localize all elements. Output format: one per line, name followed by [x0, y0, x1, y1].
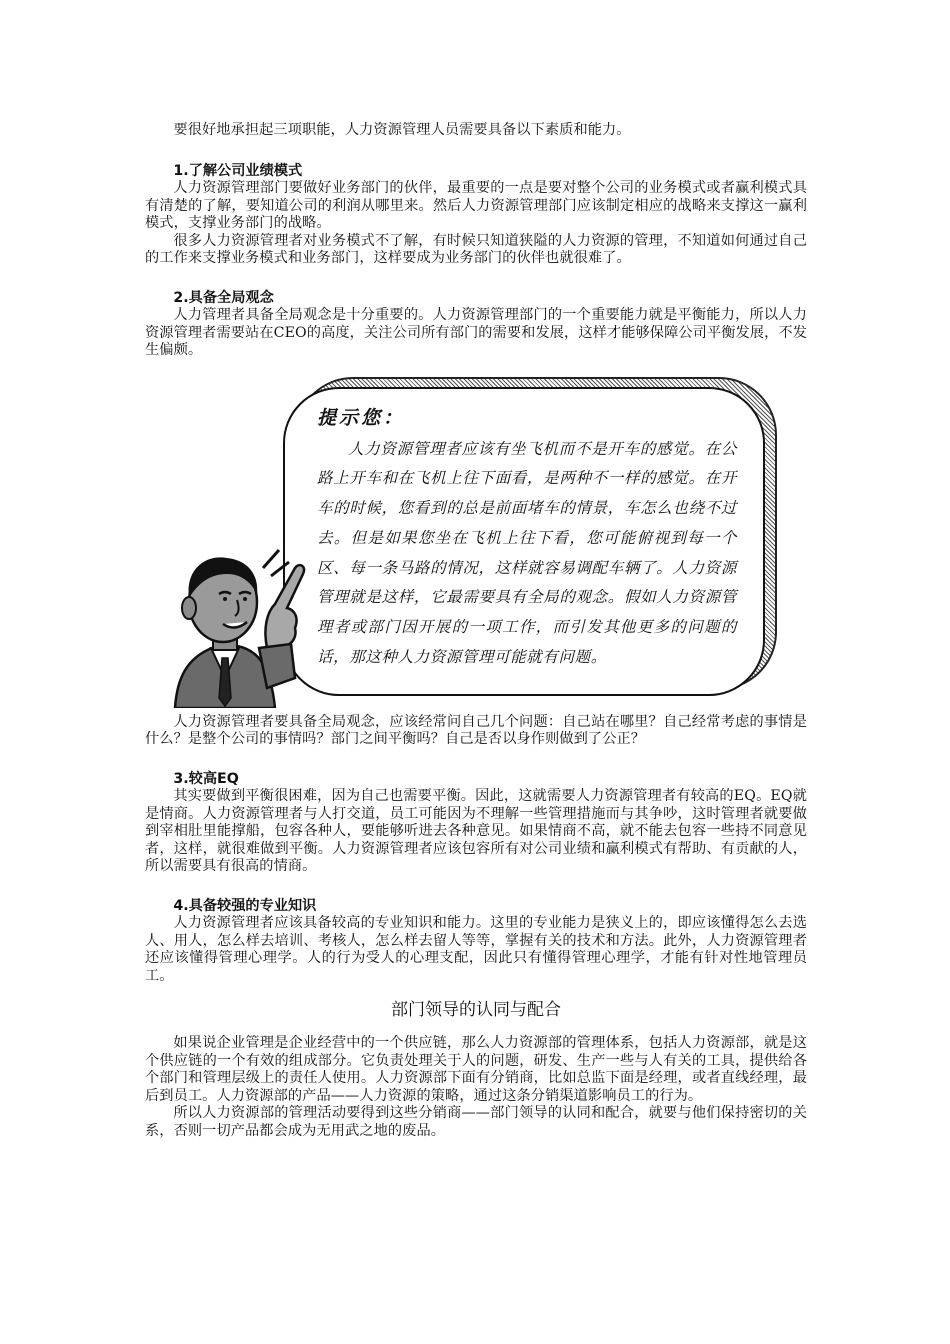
callout-text: 人力资源管理者应该有坐飞机而不是开车的感觉。在公路上开车和在飞机上往下面看，是两种不一样的感觉。在开车的时候，您看到的总是前面堵车的情景，车怎么也绕不过去。但是如果您坐在飞机上往下看，您可能俯视到每一个区、每一条马路的情况，这样就容易调配车辆了。人力资源管理就是这样，它最需要具有全局的观念。假如人力资源管理者或部门因开展的一项工作，而引发其他更多的问题的话，那这种人力资源管理可能就有问题。 [317, 439, 737, 667]
intro-paragraph: 要很好地承担起三项职能，人力资源管理人员需要具备以下素质和能力。 [173, 122, 631, 138]
pointing-man-illustration [167, 528, 317, 708]
section-2-heading: 2.具备全局观念 [173, 289, 274, 306]
callout-title: 提示您： [317, 406, 406, 429]
section-1-paragraph-2: 很多人力资源管理者对业务模式不了解，有时候只知道狭隘的人力资源的管理，不知道如何通过自己的工作来支撑业务模式和业务部门，这样要成为业务部门的伙伴也就很难了。 [145, 232, 807, 266]
closing-paragraph-2: 所以人力资源部的管理活动要得到这些分销商——部门领导的认同和配合，就要与他们保持密切的关系，否则一切产品都会成为无用武之地的废品。 [145, 1105, 807, 1139]
section-2-paragraph-2: 人力资源管理者要具备全局观念，应该经常问自己几个问题：自己站在哪里？自己经常考虑的事情是什么？是整个公司的事情吗？部门之间平衡吗？自己是否以身作则做到了公正？ [145, 713, 807, 747]
subsection-title: 部门领导的认同与配合 [391, 1000, 561, 1020]
document-page [145, 122, 807, 1140]
section-4-paragraph-1: 人力资源管理者应该具备较高的专业知识和能力。这里的专业能力是狭义上的，即应该懂得怎么去选人、用人，怎么样去培训、考核人，怎么样去留人等等，掌握有关的技术和方法。此外，人力资源管理者还应该懂得管理心理学。人的行为受人的心理支配，因此只有懂得管理心理学，才能有针对性地管理员工。 [145, 915, 807, 984]
section-4 [145, 898, 807, 986]
section-3-paragraph-1: 其实要做到平衡很困难，因为自己也需要平衡。因此，这就需要人力资源管理者有较高的EQ。EQ就是情商。人力资源管理者与人打交道，员工可能因为不理解一些管理措施而与其争吵，这时管理者就要做到宰相肚里能撑船，包容各种人，要能够听进去各种意见。如果情商不高，就不能去包容一些持不同意见者，这样，就很难做到平衡。人力资源管理者应该包容所有对公司业绩和赢利模式有帮助、有贡献的人，所以需要具有很高的情商。 [145, 788, 807, 874]
section-3 [145, 771, 807, 876]
tip-callout [145, 373, 807, 708]
section-3-heading: 3.较高EQ [173, 770, 239, 787]
section-2-paragraph-1: 人力管理者具备全局观念是十分重要的。人力资源管理部门的一个重要能力就是平衡能力，所以人力资源管理者需要站在CEO的高度，关注公司所有部门的需要和发展，这样才能够保障公司平衡发展，不发生偏颇。 [145, 307, 807, 358]
closing-paragraph-1: 如果说企业管理是企业经营中的一个供应链，那么人力资源部的管理体系，包括人力资源部，就是这个供应链的一个有效的组成部分。它负责处理关于人的问题，研发、生产一些与人有关的工具，提供给各个部门和管理层级上的责任人使用。人力资源部下面有分销商，比如总监下面是经理，或者直线经理，最后到员工。人力资源部的产品——人力资源的策略，通过这条分销渠道影响员工的行为。 [145, 1035, 807, 1104]
section-4-heading: 4.具备较强的专业知识 [173, 897, 317, 914]
section-1-paragraph-1: 人力资源管理部门要做好业务部门的伙伴，最重要的一点是要对整个公司的业务模式或者赢利模式具有清楚的了解，要知道公司的利润从哪里来。然后人力资源管理部门应该制定相应的战略来支撑这一赢利模式，支撑业务部门的战略。 [145, 180, 807, 231]
section-1 [145, 163, 807, 268]
section-1-heading: 1.了解公司业绩模式 [173, 162, 303, 179]
section-2 [145, 290, 807, 749]
